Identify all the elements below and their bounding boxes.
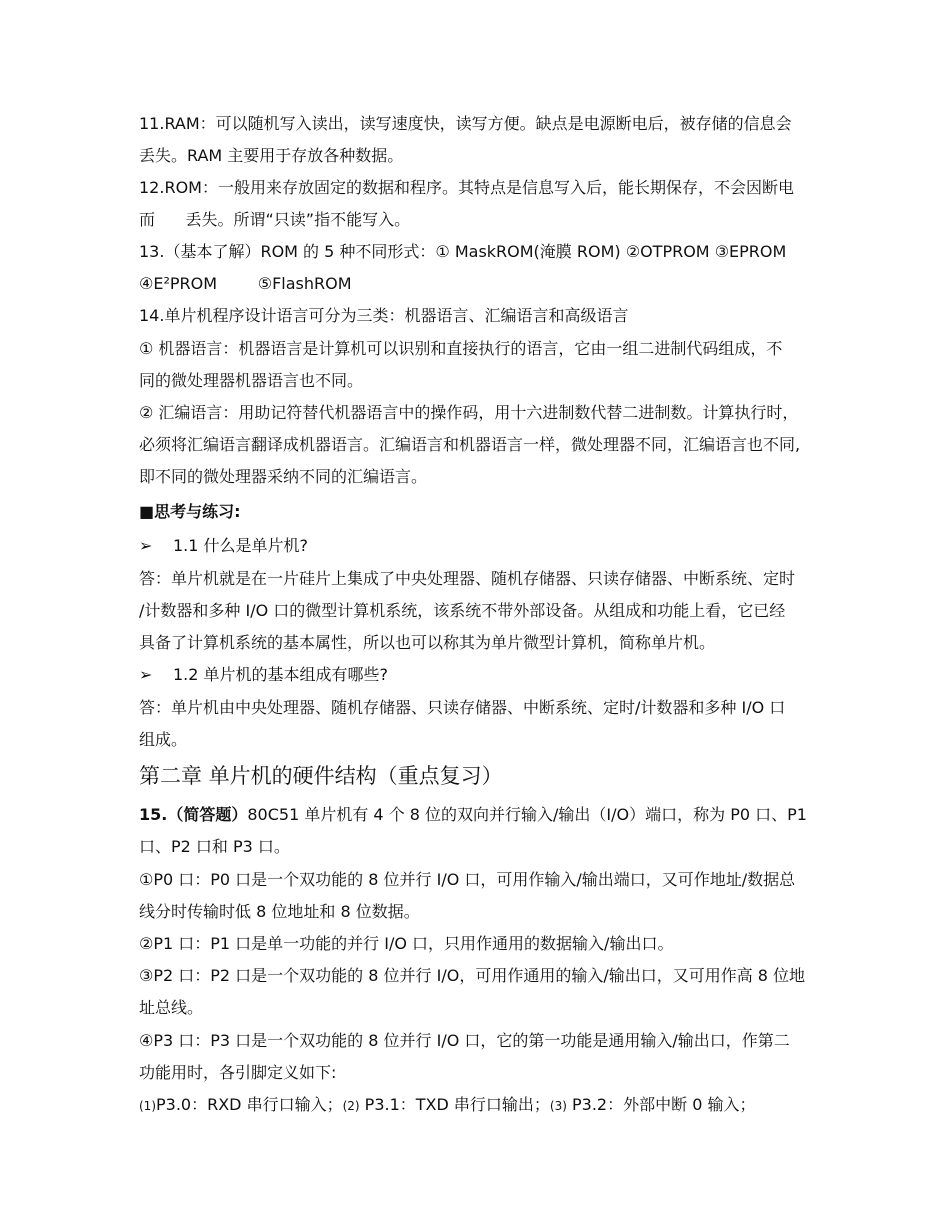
text-line: 必须将汇编语言翻译成机器语言。汇编语言和机器语言一样，微处理器不同，汇编语言也不同, — [139, 435, 801, 454]
item-15-label: 15.（简答题） — [139, 805, 248, 824]
text-line: 丢失。RAM 主要用于存放各种数据。 — [139, 146, 404, 165]
pin-text: P3.1：TXD 串行口输出； — [359, 1095, 550, 1114]
answer-line: 答：单片机就是在一片硅片上集成了中央处理器、随机存储器、只读存储器、中断系统、定时 — [139, 569, 796, 588]
arrow-bullet-icon: ➢ — [139, 536, 153, 555]
item-15-text: 80C51 单片机有 4 个 8 位的双向并行输入/输出（I/O）端口，称为 P0 口、P1 — [247, 805, 807, 824]
text-line: 同的微处理器机器语言也不同。 — [139, 371, 364, 390]
port-line: ④P3 口：P3 口是一个双功能的 8 位并行 I/O 口，它的第一功能是通用输入/输出口，作第二 — [139, 1031, 790, 1050]
pin-text: P3.2：外部中断 0 输入； — [566, 1095, 756, 1114]
text-line: 13.（基本了解）ROM 的 5 种不同形式：① MaskROM(淹膜 ROM) ②OTPROM ③EPROM — [139, 242, 787, 261]
port-line: ①P0 口：P0 口是一个双功能的 8 位并行 I/O 口，可用作输入/输出端口，又可作地址/数据总 — [139, 870, 796, 889]
text-line: 口、P2 口和 P3 口。 — [139, 837, 290, 856]
question-item — [139, 536, 308, 556]
pin-number: (1) — [139, 1099, 156, 1113]
port-line: 功能用时，各引脚定义如下: — [139, 1063, 337, 1082]
answer-line: 具备了计算机系统的基本属性，所以也可以称其为单片微型计算机，简称单片机。 — [139, 633, 716, 652]
text-line: 14.单片机程序设计语言可分为三类：机器语言、汇编语言和高级语言 — [139, 306, 629, 325]
question-text: 1.2 单片机的基本组成有哪些? — [173, 665, 389, 684]
text-line: ② 汇编语言：用助记符替代机器语言中的操作码，用十六进制数代替二进制数。计算执行时， — [139, 403, 799, 422]
pin-number: (2) — [342, 1099, 360, 1113]
pin-text: P3.0：RXD 串行口输入； — [156, 1095, 343, 1114]
text-line: ① 机器语言：机器语言是计算机可以识别和直接执行的语言，它由一组二进制代码组成，不 — [139, 339, 783, 358]
item-15 — [139, 805, 807, 825]
answer-line: 答：单片机由中央处理器、随机存储器、只读存储器、中断系统、定时/计数器和多种 I/O 口 — [139, 698, 786, 717]
text-line: 而 丢失。所谓“只读”指不能写入。 — [139, 210, 411, 229]
text-line: 11.RAM：可以随机写入读出，读写速度快，读写方便。缺点是电源断电后，被存储的信息会 — [139, 114, 792, 133]
text-line: 12.ROM：一般用来存放固定的数据和程序。其特点是信息写入后，能长期保存，不会因断电 — [139, 178, 794, 197]
port-line: ②P1 口：P1 口是单一功能的并行 I/O 口，只用作通用的数据输入/输出口。 — [139, 934, 674, 953]
text-line: 即不同的微处理器采纳不同的汇编语言。 — [139, 467, 428, 486]
question-item — [139, 665, 388, 685]
pin-number: (3) — [549, 1099, 567, 1113]
exercise-heading: ■思考与练习: — [139, 502, 241, 521]
port-line: ③P2 口：P2 口是一个双功能的 8 位并行 I/O，可用作通用的输入/输出口，又可用作高 8 位地 — [139, 966, 806, 985]
port-line: 线分时传输时低 8 位地址和 8 位数据。 — [139, 902, 420, 921]
chapter-title: 第二章 单片机的硬件结构（重点复习） — [139, 764, 503, 788]
text-line: ④E²PROM ⑤FlashROM — [139, 274, 352, 293]
arrow-bullet-icon: ➢ — [139, 665, 153, 684]
port-line: 址总线。 — [139, 998, 204, 1017]
question-text: 1.1 什么是单片机? — [173, 536, 309, 555]
p3-pin-line — [139, 1095, 755, 1116]
answer-line: 组成。 — [139, 730, 188, 749]
answer-line: /计数器和多种 I/O 口的微型计算机系统，该系统不带外部设备。从组成和功能上看，它已经 — [139, 601, 786, 620]
